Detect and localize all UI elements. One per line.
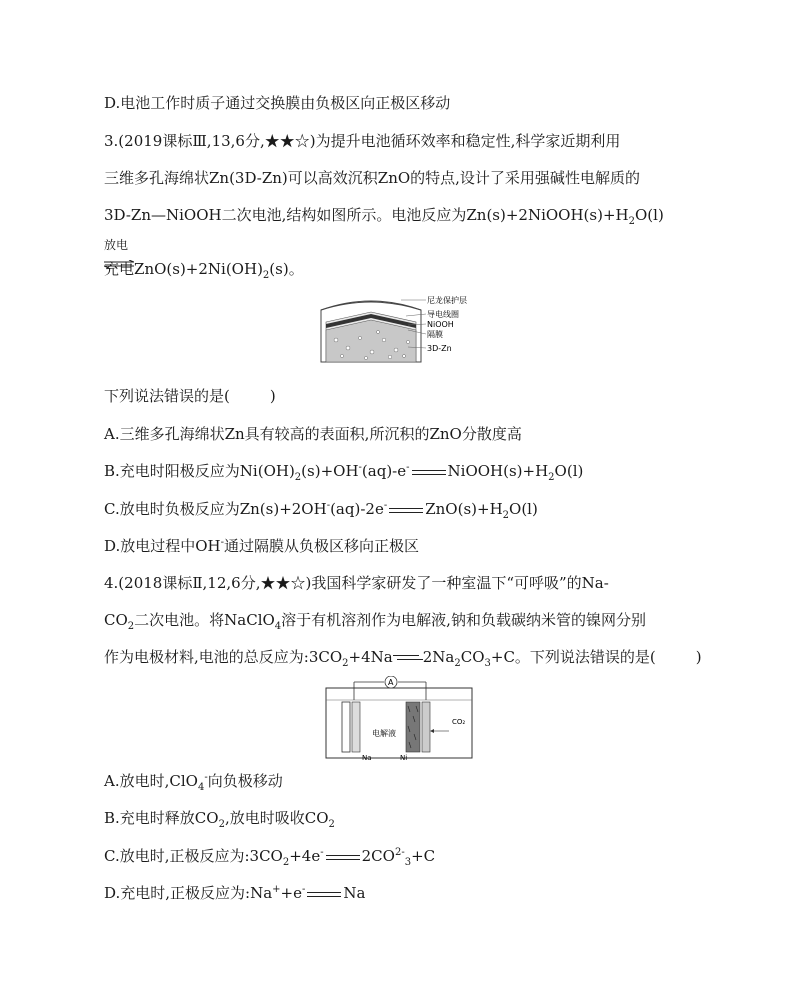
q4-option-b: B.充电时释放$CO_2$,放电时吸收$CO_2$ [104, 809, 335, 830]
q3-line2: 三维多孔海绵状Zn(3D-Zn)可以高效沉积ZnO的特点,设计了采用强碱性电解质的 [104, 169, 640, 187]
q4-line1: 4.(2018课标Ⅱ,12,6分,★★☆)我国科学家研发了一种室温下“可呼吸”的Na- [104, 574, 609, 592]
label-3d-zn: 3D-Zn [427, 344, 452, 353]
label-co2: CO₂ [452, 718, 466, 726]
reaction-arrow-bottom-label: 充电 [104, 260, 135, 278]
equals-sign-icon [412, 470, 446, 475]
q3-question: 下列说法错误的是( ) [104, 387, 276, 405]
q4-line3: 作为电极材料,电池的总反应为$:3CO_2+4Na$ $2Na_2CO_3+C$。下列说法错误的是( ) [104, 648, 702, 669]
label-electrolyte: 电解液 [372, 729, 396, 738]
label-ni-electrode: Ni [400, 754, 408, 762]
q3-option-d: D.放电过程中OH-通过隔膜从负极区移向正极区 [104, 537, 420, 555]
q4-option-d: D.充电时,正极反应为:Na++e- Na [104, 884, 366, 902]
label-nylon-layer: 尼龙保护层 [427, 296, 467, 305]
q4-option-c: C.放电时,正极反应为$:3CO_2+4e^-$ $2CO^{2-}_3+C$ [104, 847, 436, 868]
q3-option-a: A.三维多孔海绵状Zn具有较高的表面积,所沉积的ZnO分散度高 [104, 425, 522, 443]
q3-option-c: C.放电时负极反应为Zn(s)+2OH-(aq)-2e- $ZnO(s)+H_2O(l)$ [104, 500, 538, 521]
reaction-arrow-top-label: 放电 [104, 238, 129, 252]
label-niooh: NiOOH [427, 320, 454, 329]
label-conductive-coil: 导电线圈 [427, 310, 459, 319]
equals-sign-icon [307, 892, 341, 897]
reversible-arrow-icon [393, 653, 423, 663]
battery-structure-figure [316, 292, 496, 364]
q3-line3: 3D-Zn—NiOOH二次电池,结构如图所示。电池反应为$Zn(s)+2NiOOH(s)+H_2O(l)$ [104, 206, 664, 227]
na-co2-battery-figure [324, 676, 474, 762]
svg-text:A: A [388, 678, 394, 687]
q3-line4: 充电$ZnO(s)+2Ni(OH)_2(s)$。 [104, 260, 304, 281]
q3-line1: 3.(2019课标Ⅲ,13,6分,★★☆)为提升电池循环效率和稳定性,科学家近期利用 [104, 132, 621, 150]
q3-option-b: B.充电时阳极反应为$Ni(OH)_2(s)+OH^-(aq)-e^-$ $NiOOH(s)+H_2O(l)$ [104, 462, 584, 483]
option-d-previous: D.电池工作时质子通过交换膜由负极区向正极区移动 [104, 94, 451, 112]
equals-sign-icon [326, 855, 360, 860]
label-na-electrode: Na [362, 754, 372, 762]
label-separator: 隔膜 [427, 330, 443, 339]
q4-option-a: A.放电时,ClO$_4$-向负极移动 [104, 772, 283, 793]
q4-line2: $CO_2$二次电池。将NaClO$_4$溶于有机溶剂作为电解液,钠和负载碳纳米管的镍网分别 [104, 611, 646, 632]
equals-sign-icon [389, 508, 423, 513]
